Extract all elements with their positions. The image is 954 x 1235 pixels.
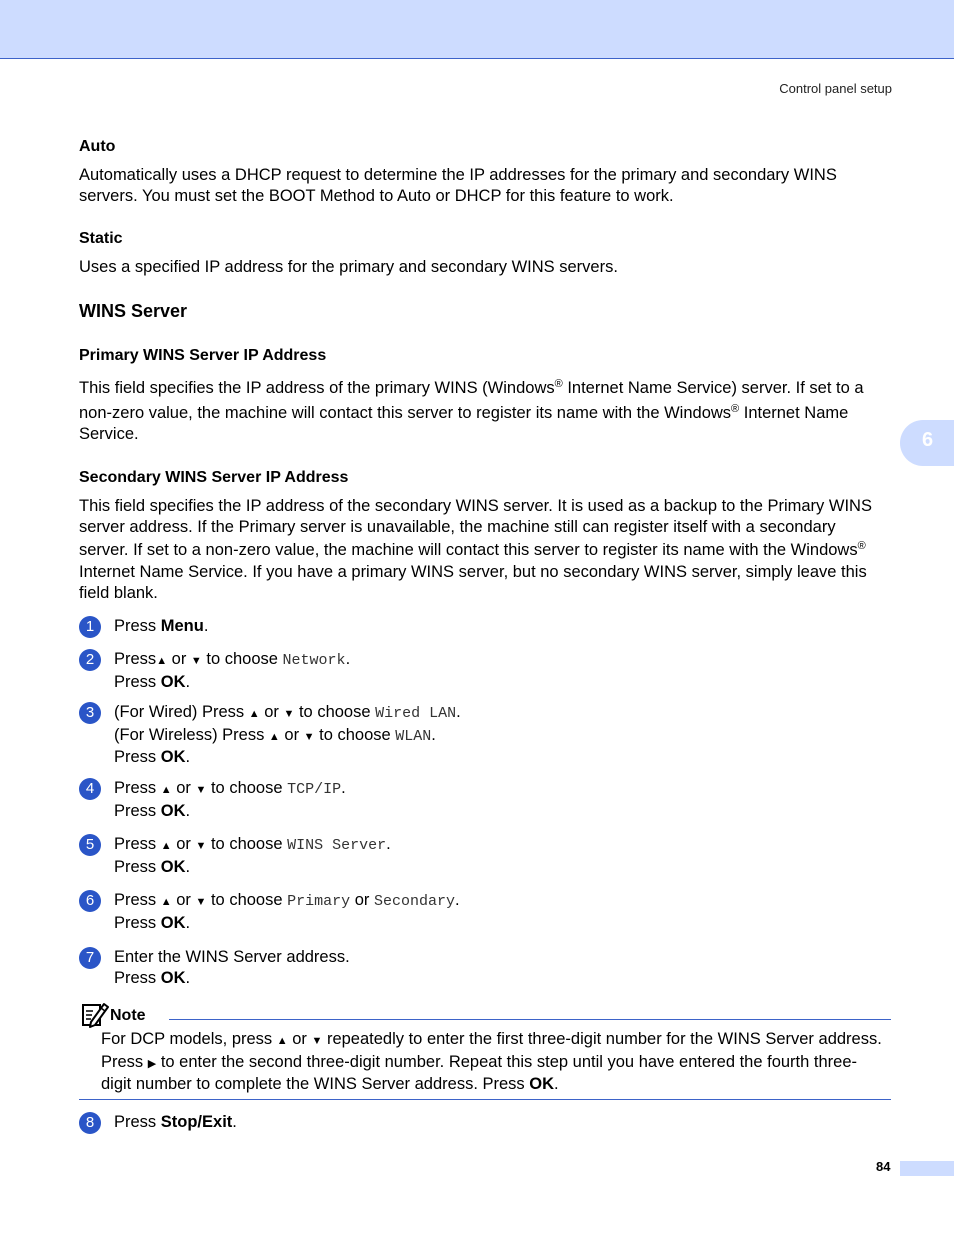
note-bottom-rule [79,1099,891,1100]
up-arrow-icon: ▲ [160,784,172,796]
heading-auto: Auto [79,138,116,155]
lcd-option: WINS Server [287,837,387,854]
heading-wins-server: WINS Server [79,301,188,321]
up-arrow-icon: ▲ [156,655,168,667]
step-number: 6 [79,890,101,912]
ok-key-label: OK [160,913,186,932]
registered-mark: ® [554,378,563,390]
lcd-option: Secondary [373,893,455,910]
right-arrow-icon: ▶ [147,1057,157,1070]
primary-line-2: non-zero value, the machine will contact this server to register its name with the Windows® Internet Name [79,403,849,422]
up-arrow-icon: ▲ [160,896,172,908]
note-body: For DCP models, press ▲ or ▼ repeatedly to enter the first three-digit number for the WINS Server address. Press ▶ to enter the second three-digit number. Repeat this step until you have entered the fourth three- digit number to complete the WINS Server address. Press OK. [101,1030,882,1093]
chapter-tab [900,420,954,466]
primary-paragraph [79,375,891,445]
running-head: Control panel setup [779,81,892,96]
menu-key-label: Menu [160,617,204,635]
up-arrow-icon: ▲ [268,730,280,743]
step-number: 3 [79,702,101,724]
auto-paragraph [79,165,891,206]
stop-exit-key-label: Stop/Exit [160,1113,233,1131]
lcd-option: WLAN [395,727,432,745]
note-pencil-icon [79,1000,109,1028]
down-arrow-icon: ▼ [195,784,207,796]
ok-key-label: OK [160,968,186,987]
page-number: 84 [876,1159,891,1174]
ok-key-label: OK [160,857,186,876]
lcd-option: Wired LAN [375,705,457,722]
heading-primary-wins: Primary WINS Server IP Address [79,347,327,364]
up-arrow-icon: ▲ [248,708,260,720]
lcd-option: TCP/IP [287,781,342,798]
ok-key-label: OK [529,1075,555,1093]
ok-key-label: OK [160,748,186,766]
step-number: 5 [79,834,101,856]
registered-mark: ® [857,540,866,552]
secondary-line-2: server address. If the Primary server is unavailable, the machine still can register itself with a secondary [79,517,836,536]
auto-line-1: Automatically uses a DHCP request to determine the IP addresses for the primary and secondary WINS [79,166,837,184]
down-arrow-icon: ▼ [195,840,207,852]
heading-secondary-wins: Secondary WINS Server IP Address [79,469,349,486]
down-arrow-icon: ▼ [303,730,315,743]
chapter-number: 6 [922,429,934,451]
secondary-paragraph [79,496,891,603]
step-number: 8 [79,1112,101,1134]
down-arrow-icon: ▼ [311,1035,323,1047]
secondary-line-5: field blank. [79,583,158,602]
up-arrow-icon: ▲ [160,840,172,852]
static-paragraph: Uses a specified IP address for the primary and secondary WINS servers. [79,258,618,276]
ok-key-label: OK [160,672,186,691]
heading-static: Static [79,230,123,247]
auto-line-2: servers. You must set the BOOT Method to Auto or DHCP for this feature to work. [79,186,674,205]
step-number: 2 [79,649,101,671]
note-label: Note [110,1007,146,1024]
up-arrow-icon: ▲ [276,1035,288,1047]
registered-mark: ® [731,403,740,415]
step-number: 1 [79,616,101,638]
down-arrow-icon: ▼ [283,708,295,720]
secondary-line-1: This field specifies the IP address of the secondary WINS server. It is used as a backup to the Primary WINS [79,497,872,515]
down-arrow-icon: ▼ [195,896,207,908]
note-top-rule [169,1019,891,1020]
secondary-line-3: server. If set to a non-zero value, the machine will contact this server to register its name with the Windows® [79,540,866,559]
primary-line-3: Service. [79,425,139,443]
page-number-bar [900,1161,954,1176]
down-arrow-icon: ▼ [190,655,202,667]
step-number: 7 [79,947,101,969]
lcd-option: Network [282,652,346,669]
secondary-line-4: Internet Name Service. If you have a primary WINS server, but no secondary WINS server, simply leave this [79,563,867,581]
primary-line-1: This field specifies the IP address of the primary WINS (Windows® Internet Name Service) server. If set to a [79,378,864,397]
top-header-band [0,0,954,59]
ok-key-label: OK [160,801,186,820]
lcd-option: Primary [287,893,351,910]
step-number: 4 [79,778,101,800]
